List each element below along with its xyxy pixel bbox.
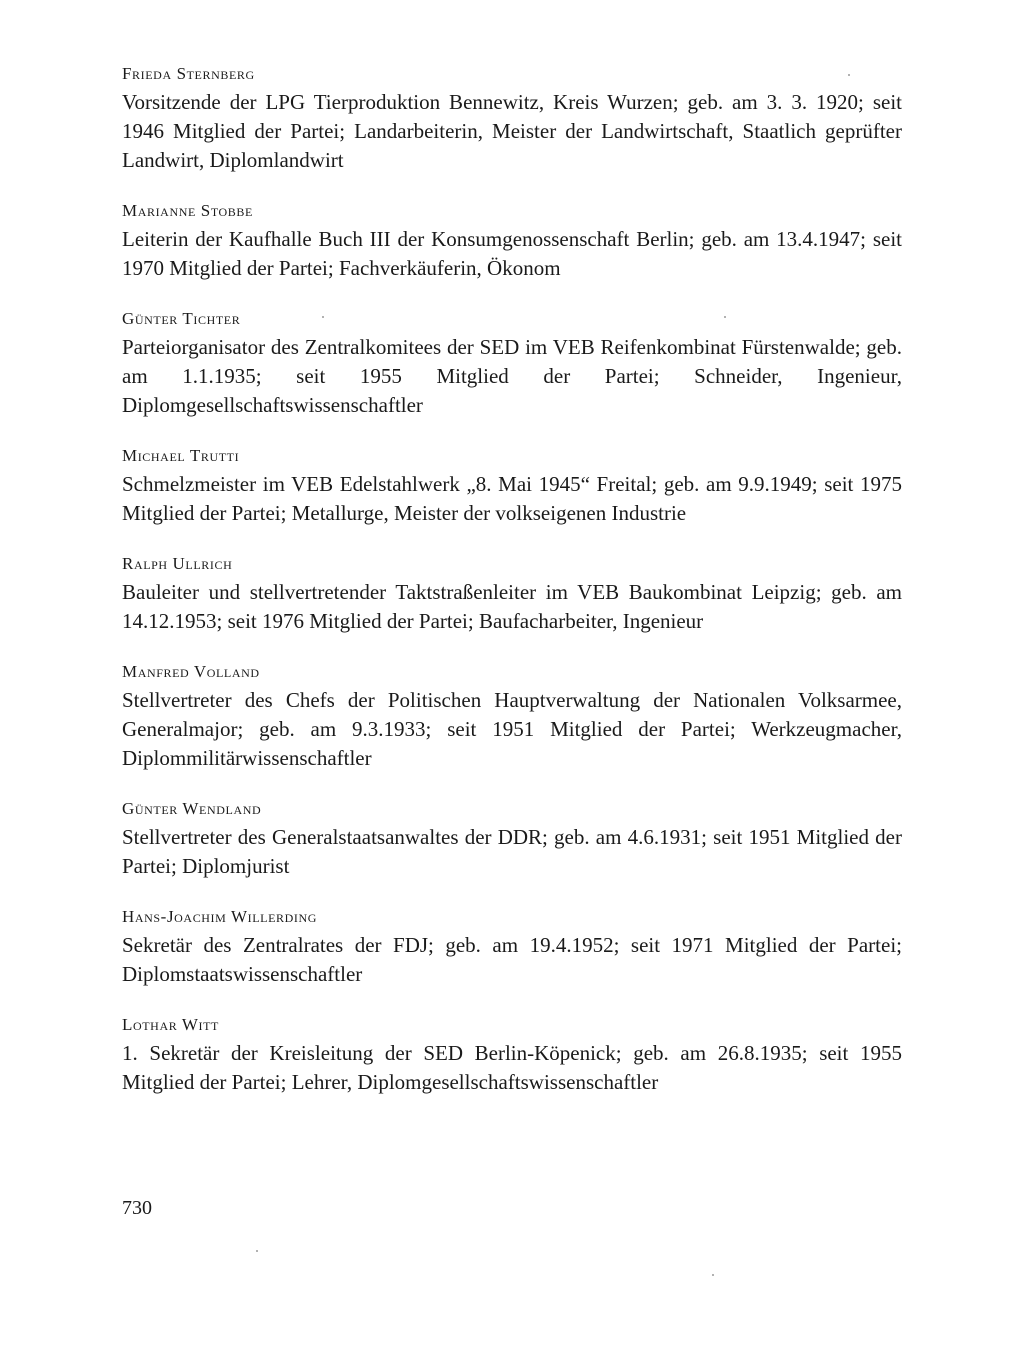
biography-entry [122,444,902,528]
person-name: Frieda Sternberg [122,64,255,83]
scan-speck [256,1250,258,1252]
person-name: Hans-Joachim Willerding [122,907,317,926]
biography-entry [122,1013,902,1097]
biography-entry [122,199,902,283]
person-description: Stellvertreter des Generalstaatsanwaltes der DDR; geb. am 4.6.1931; seit 1951 Mitglied der Partei; Diplomjurist [122,825,902,878]
person-name: Günter Tichter [122,309,241,328]
biography-entry [122,905,902,989]
biography-entry [122,62,902,175]
person-name: Ralph Ullrich [122,554,233,573]
person-description: 1. Sekretär der Kreisleitung der SED Berlin-Köpenick; geb. am 26.8.1935; seit 1955 Mitglied der Partei; Lehrer, Diplomgesellschaftswissenschaftler [122,1041,902,1094]
biography-entry [122,660,902,773]
biography-entry [122,552,902,636]
scan-speck [712,1274,714,1276]
person-description: Leiterin der Kaufhalle Buch III der Konsumgenossenschaft Berlin; geb. am 13.4.1947; seit 1970 Mitglied der Partei; Fachverkäuferin, Ökonom [122,227,902,280]
person-name: Michael Trutti [122,446,240,465]
person-description: Schmelzmeister im VEB Edelstahlwerk „8. Mai 1945“ Freital; geb. am 9.9.1949; seit 1975 Mitglied der Partei; Metallurge, Meister der volkseigenen Industrie [122,472,902,525]
scan-speck [322,316,324,318]
person-name: Manfred Volland [122,662,260,681]
page-number: 730 [122,1197,152,1219]
person-name: Marianne Stobbe [122,201,253,220]
scan-speck [724,316,726,318]
person-description: Bauleiter und stellvertretender Taktstraßenleiter im VEB Baukombinat Leipzig; geb. am 14.12.1953; seit 1976 Mitglied der Partei; Baufacharbeiter, Ingenieur [122,580,902,633]
biography-entry [122,797,902,881]
scan-speck [848,74,850,76]
biography-list [122,62,902,1121]
biography-entry [122,307,902,420]
person-description: Vorsitzende der LPG Tierproduktion Bennewitz, Kreis Wurzen; geb. am 3. 3. 1920; seit 1946 Mitglied der Partei; Landarbeiterin, Meister der Landwirtschaft, Staatlich geprüfter Landwirt, Diplomlandwirt [122,90,902,172]
person-description: Parteiorganisator des Zentralkomitees der SED im VEB Reifenkombinat Fürstenwalde; geb. am 1.1.1935; seit 1955 Mitglied der Partei; Schneider, Ingenieur, Diplomgesellschaftswissenschaftler [122,335,902,417]
person-description: Stellvertreter des Chefs der Politischen Hauptverwaltung der Nationalen Volksarmee, Generalmajor; geb. am 9.3.1933; seit 1951 Mitglied der Partei; Werkzeugmacher, Diplommilitärwissenschaftler [122,688,902,770]
person-description: Sekretär des Zentralrates der FDJ; geb. am 19.4.1952; seit 1971 Mitglied der Partei; Diplomstaatswissenschaftler [122,933,902,986]
person-name: Lothar Witt [122,1015,219,1034]
person-name: Günter Wendland [122,799,262,818]
